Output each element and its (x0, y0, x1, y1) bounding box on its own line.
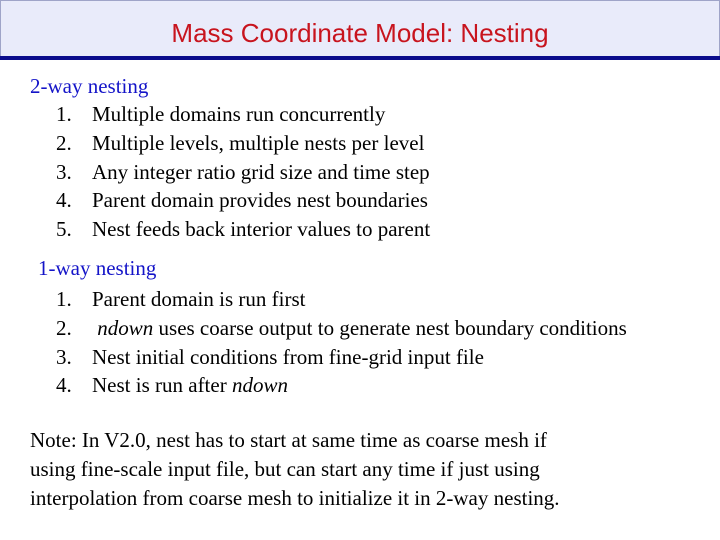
list-number: 3. (56, 345, 72, 369)
list-number: 2. (56, 316, 72, 340)
list-text: Nest initial conditions from fine-grid input file (92, 345, 484, 369)
note-line: interpolation from coarse mesh to initialize it in 2-way nesting. (30, 486, 560, 510)
one-way-nesting-heading: 1-way nesting (38, 256, 157, 280)
list-number: 4. (56, 373, 72, 397)
list-text: Parent domain provides nest boundaries (92, 188, 428, 212)
list-text: Any integer ratio grid size and time step (92, 160, 430, 184)
two-way-list-item (56, 102, 385, 126)
ndown-term: ndown (231, 373, 288, 397)
list-number: 5. (56, 217, 72, 241)
list-number: 2. (56, 131, 72, 155)
list-number: 1. (56, 102, 72, 126)
two-way-list-item (56, 131, 424, 155)
two-way-list-item (56, 188, 428, 212)
list-text: Nest is run after (92, 373, 232, 397)
list-text: Multiple domains run concurrently (92, 102, 386, 126)
note-paragraph (30, 426, 710, 513)
list-text: Multiple levels, multiple nests per level (92, 131, 425, 155)
two-way-list-item (56, 217, 430, 241)
list-text: uses coarse output to generate nest boundary conditions (153, 316, 627, 340)
one-way-list-item (56, 316, 627, 340)
one-way-list-item (56, 373, 288, 397)
two-way-nesting-heading: 2-way nesting (30, 74, 149, 98)
note-line: using fine-scale input file, but can start any time if just using (30, 457, 540, 481)
note-line: Note: In V2.0, nest has to start at same time as coarse mesh if (30, 428, 547, 452)
one-way-list-item (56, 345, 484, 369)
list-number: 3. (56, 160, 72, 184)
list-number: 4. (56, 188, 72, 212)
one-way-list-item (56, 287, 305, 311)
ndown-term: ndown (97, 316, 154, 340)
list-number: 1. (56, 287, 72, 311)
two-way-list-item (56, 160, 430, 184)
list-text: Nest feeds back interior values to parent (92, 217, 431, 241)
list-text: Parent domain is run first (92, 287, 306, 311)
slide-title: Mass Coordinate Model: Nesting (171, 18, 549, 48)
